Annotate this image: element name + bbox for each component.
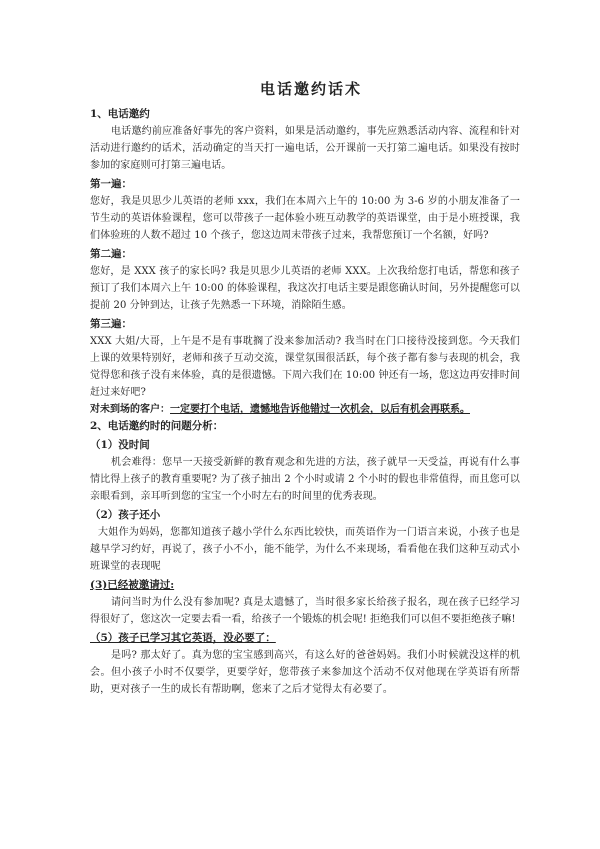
objection-no-time-label: （1）没时间 (90, 439, 150, 451)
section-heading-invitation: 1、电话邀约 (90, 108, 150, 120)
no-show-note-label: 对未到场的客户： (90, 404, 170, 415)
no-show-note (90, 401, 520, 418)
objection-already-invited-label: (3)已经被邀请过: (90, 579, 175, 591)
call-2-script: 您好，是 XXX 孩子的家长吗? 我是贝思少儿英语的老师 XXX。上次我给您打电话，帮您和孩子预订了我们本周六上午 10:00 的体验课程，我这次打电话主要是跟您确认时间，另外提醒您可以提前 20 分钟到达，让孩子先熟悉一下环境，消除陌生感。 (90, 266, 520, 311)
call-3-label: 第三遍： (90, 318, 132, 330)
objection-other-english-response: 是吗? 那太好了。真为您的宝宝感到高兴，有这么好的爸爸妈妈。我们小时候就没这样的机会。但小孩子小时不仅要学，更要学好，您带孩子来参加这个活动不仅对他现在学英语有所帮助，更对孩子一生的成长有帮助啊，您来了之后才觉得太有必要了。 (90, 650, 520, 695)
objection-too-young-label: （2）孩子还小 (90, 509, 161, 521)
objection-already-invited-response: 请问当时为什么没有参加呢? 真是太遗憾了，当时很多家长给孩子报名，现在孩子已经学习得很好了，您这次一定要去看一看，给孩子一个锻炼的机会呢! 拒绝我们可以但不要拒绝孩子嘛! (90, 597, 520, 625)
call-1-label: 第一遍： (90, 178, 132, 190)
page-title: 电话邀约话术 (259, 80, 362, 98)
objection-other-english-label: （5）孩子已学习其它英语，没必要了： (90, 632, 276, 644)
call-3-script: XXX 大姐/大哥，上午是不是有事耽搁了没来参加活动? 我当时在门口接待没接到您。今天我们上课的效果特别好，老师和孩子互动交流，课堂氛围很活跃，每个孩子都有参与表现的机会，我觉得您和孩子没有来体验，真的是很遗憾。下周六我们在 10:00 钟还有一场，您这边再安排时间赶过来好吧? (90, 336, 520, 398)
objection-too-young-response: 大姐作为妈妈，您都知道孩子越小学什么东西比较快，而英语作为一门语言来说，小孩子也是越早学习约好，再说了，孩子小不小，能不能学，为什么不来现场，看看他在我们这种互动式小班课堂的表现呢 (90, 527, 520, 572)
call-1-script: 您好，我是贝思少儿英语的老师 xxx，我们在本周六上午的 10:00 为 3-6 岁的小朋友准备了一节生动的英语体验课程，您可以带孩子一起体验小班互动教学的英语课堂，由于是小班授课，我们体验班的人数不超过 10 个孩子，您这边周末带孩子过来，我帮您预订一个名额，好吗? (90, 196, 520, 241)
objection-no-time-response: 机会难得：您早一天接受新鲜的教育观念和先进的方法，孩子就早一天受益，再说有什么事情比得上孩子的教育重要呢? 为了孩子抽出 2 个小时或请 2 个小时的假也非常值得，而且您可以亲眼看到，亲耳听到您的宝宝一个小时左右的时间里的优秀表现。 (90, 457, 520, 502)
call-2-label: 第二遍： (90, 248, 132, 260)
no-show-note-text: 一定要打个电话，遗憾地告诉他错过一次机会，以后有机会再联系。 (170, 404, 470, 415)
section-intro: 电话邀约前应准备好事先的客户资料，如果是活动邀约，事先应熟悉活动内容、流程和针对活动进行邀约的话术，活动确定的当天打一遍电话，公开课前一天打第二遍电话。如果没有按时参加的家庭则可打第三遍电话。 (90, 126, 520, 171)
section-heading-analysis: 2、电话邀约时的问题分析： (90, 420, 224, 432)
